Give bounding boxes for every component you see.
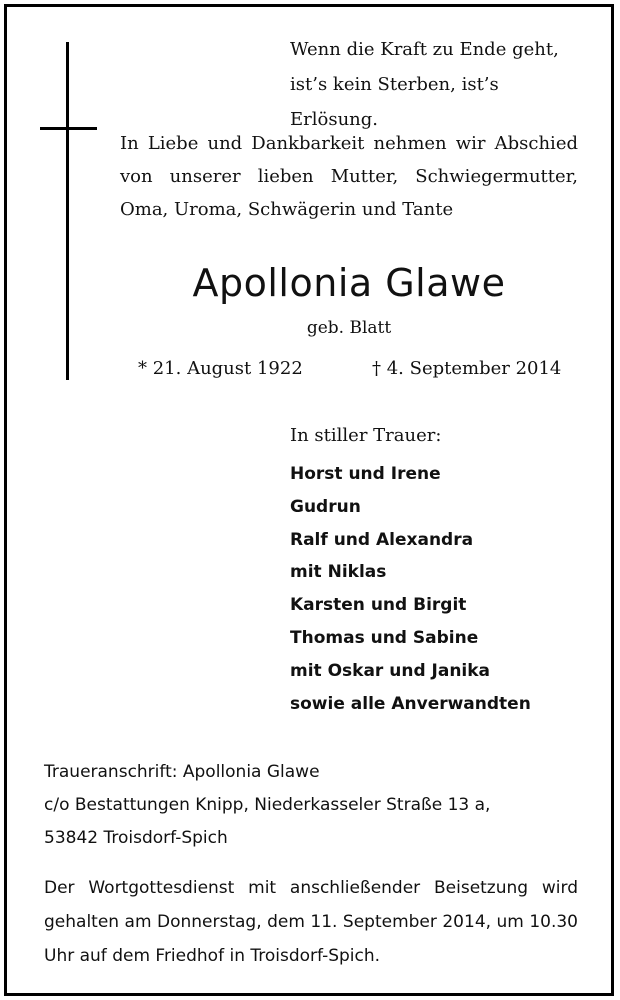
mourning-label: In stiller Trauer: [290, 425, 442, 446]
mourner-name: mit Oskar und Janika [290, 660, 491, 681]
mourners-list [290, 458, 531, 720]
deceased-name: Apollonia Glawe [192, 261, 506, 305]
cross-vertical-bar [66, 42, 69, 380]
death-date: † 4. September 2014 [372, 358, 562, 379]
address-line-3: 53842 Troisdorf-Spich [44, 828, 228, 848]
motto-line-2: ist’s kein Sterben, ist’s Erlösung. [290, 74, 499, 130]
mourner-name: sowie alle Anverwandten [290, 693, 531, 714]
maiden-name: geb. Blatt [306, 318, 392, 338]
mourner-name: Horst und Irene [290, 464, 441, 484]
motto [290, 32, 590, 137]
mourning-address [44, 756, 584, 855]
address-line-1: Traueranschrift: Apollonia Glawe [44, 762, 320, 782]
intro-text: In Liebe und Dankbarkeit nehmen wir Abschied von unserer lieben Mutter, Schwiegermutter, Oma, Uroma, Schwägerin und Tante [120, 133, 578, 220]
motto-line-1: Wenn die Kraft zu Ende geht, [290, 39, 559, 60]
cross-horizontal-bar [40, 127, 97, 130]
service-notice: Der Wortgottesdienst mit anschließender Beisetzung wird gehalten am Donnerstag, dem 11. September 2014, um 10.30 Uhr auf dem Friedhof in Troisdorf-Spich. [44, 878, 578, 966]
mourner-name: mit Niklas [290, 562, 387, 583]
mourner-name: Ralf und Alexandra [290, 529, 474, 550]
mourner-name: Thomas und Sabine [290, 627, 479, 648]
birth-date: * 21. August 1922 [138, 358, 303, 379]
mourner-name: Karsten und Birgit [290, 595, 467, 616]
address-line-2: c/o Bestattungen Knipp, Niederkasseler Straße 13 a, [44, 795, 491, 815]
mourner-name: Gudrun [290, 496, 361, 517]
